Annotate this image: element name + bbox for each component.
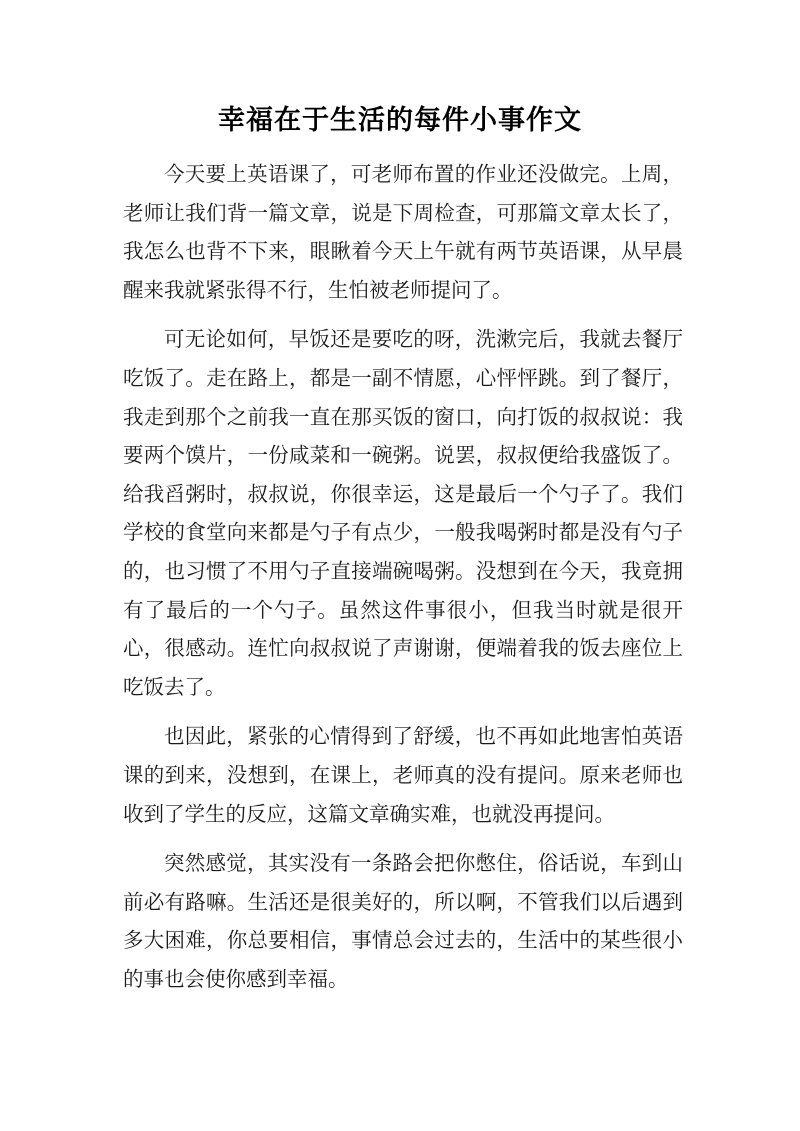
document-body (123, 155, 683, 1009)
paragraph-1: 今天要上英语课了，可老师布置的作业还没做完。上周，老师让我们背一篇文章，说是下周检查，可那篇文章太长了，我怎么也背不下来，眼瞅着今天上午就有两节英语课，从早晨醒来我就紧张得不行，生怕被老师提问了。 (123, 162, 683, 302)
paragraph-2: 可无论如何，早饭还是要吃的呀，洗漱完后，我就去餐厅吃饭了。走在路上，都是一副不情愿，心怦怦跳。到了餐厅，我走到那个之前我一直在那买饭的窗口，向打饭的叔叔说：我要两个馍片，一份咸菜和一碗粥。说罢，叔叔便给我盛饭了。给我舀粥时，叔叔说，你很幸运，这是最后一个勺子了。我们学校的食堂向来都是勺子有点少，一般我喝粥时都是没有勺子的，也习惯了不用勺子直接端碗喝粥。没想到在今天，我竟拥有了最后的一个勺子。虽然这件事很小，但我当时就是很开心，很感动。连忙向叔叔说了声谢谢，便端着我的饭去座位上吃饭去了。 (123, 327, 683, 699)
document-title: 幸福在于生活的每件小事作文 (218, 105, 582, 136)
paragraph-3: 也因此，紧张的心情得到了舒缓，也不再如此地害怕英语课的到来，没想到，在课上，老师真的没有提问。原来老师也收到了学生的反应，这篇文章确实难，也就没再提问。 (123, 724, 683, 826)
paragraph-4: 突然感觉，其实没有一条路会把你憋住，俗话说，车到山前必有路嘛。生活还是很美好的，所以啊，不管我们以后遇到多大困难，你总要相信，事情总会过去的，生活中的某些很小的事也会使你感到幸福。 (123, 851, 683, 991)
